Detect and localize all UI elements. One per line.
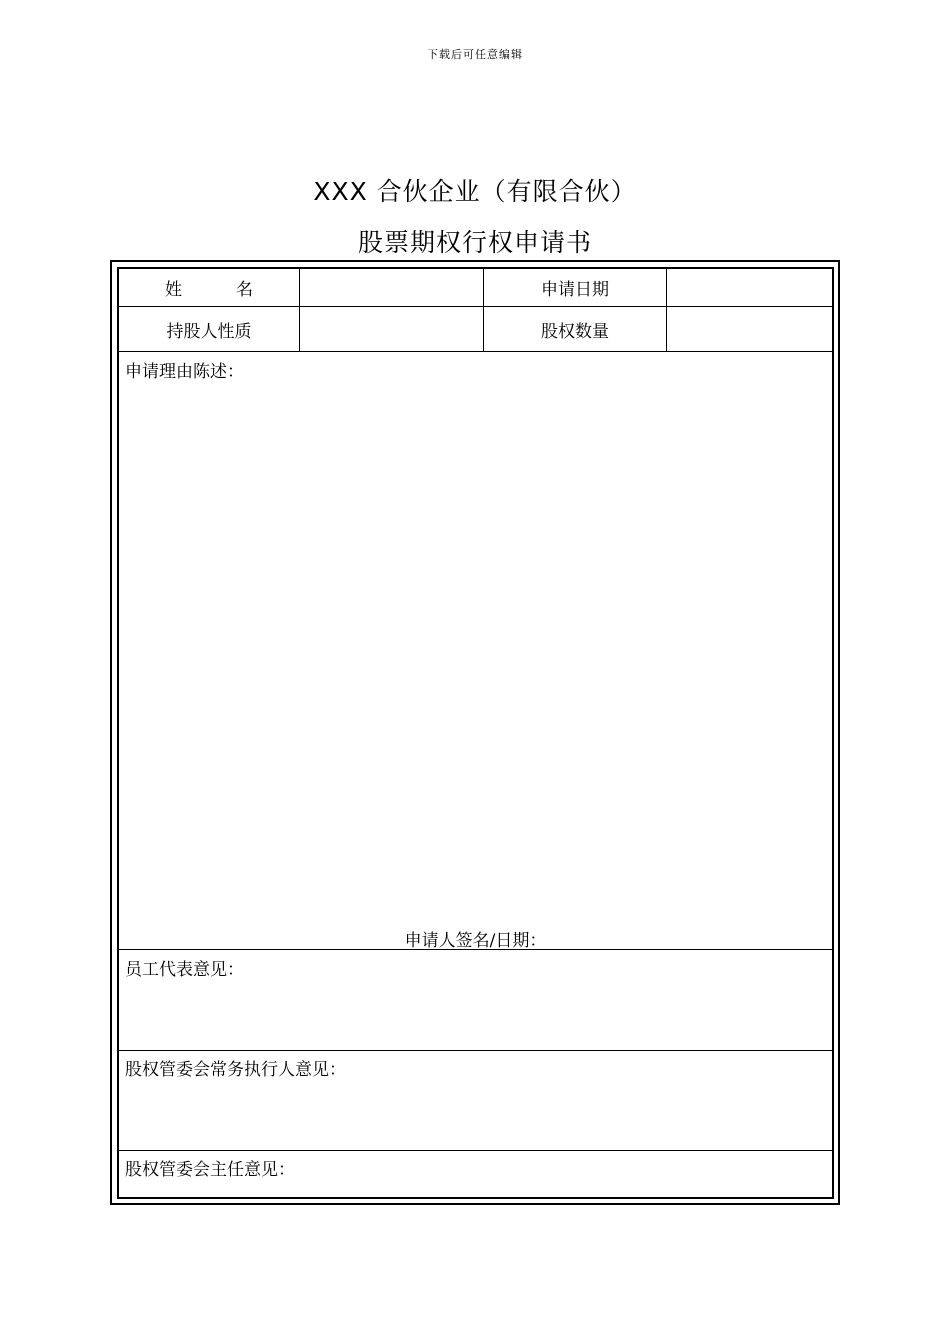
quantity-label-cell: [484, 307, 666, 351]
name-value-cell[interactable]: [300, 269, 483, 306]
row-divider: [119, 1150, 832, 1151]
nature-label-cell: [119, 307, 299, 351]
signature-label: 申请人签名/日期：: [404, 931, 547, 951]
date-label-cell: [484, 269, 666, 306]
application-form: [117, 267, 834, 1199]
nature-value-cell[interactable]: [300, 307, 483, 351]
date-value-cell[interactable]: [667, 269, 832, 306]
title-company: XXX 合伙企业（有限合伙）: [313, 177, 637, 206]
quantity-label: 股权数量: [541, 321, 609, 342]
employee-rep-label: 员工代表意见：: [125, 960, 244, 980]
name-label: 姓名: [165, 280, 307, 300]
nature-label: 持股人性质: [166, 321, 252, 342]
row-divider: [119, 351, 832, 352]
quantity-value-cell[interactable]: [667, 307, 832, 351]
row-divider: [119, 1050, 832, 1051]
header-note: 下载后可任意编辑: [427, 48, 523, 61]
name-label-cell: [119, 269, 307, 306]
director-label: 股权管委会主任意见：: [125, 1160, 295, 1180]
title-document: 股票期权行权申请书: [357, 228, 592, 257]
date-label: 申请日期: [541, 280, 609, 300]
reason-label: 申请理由陈述：: [125, 362, 244, 382]
executive-label: 股权管委会常务执行人意见：: [125, 1060, 346, 1080]
